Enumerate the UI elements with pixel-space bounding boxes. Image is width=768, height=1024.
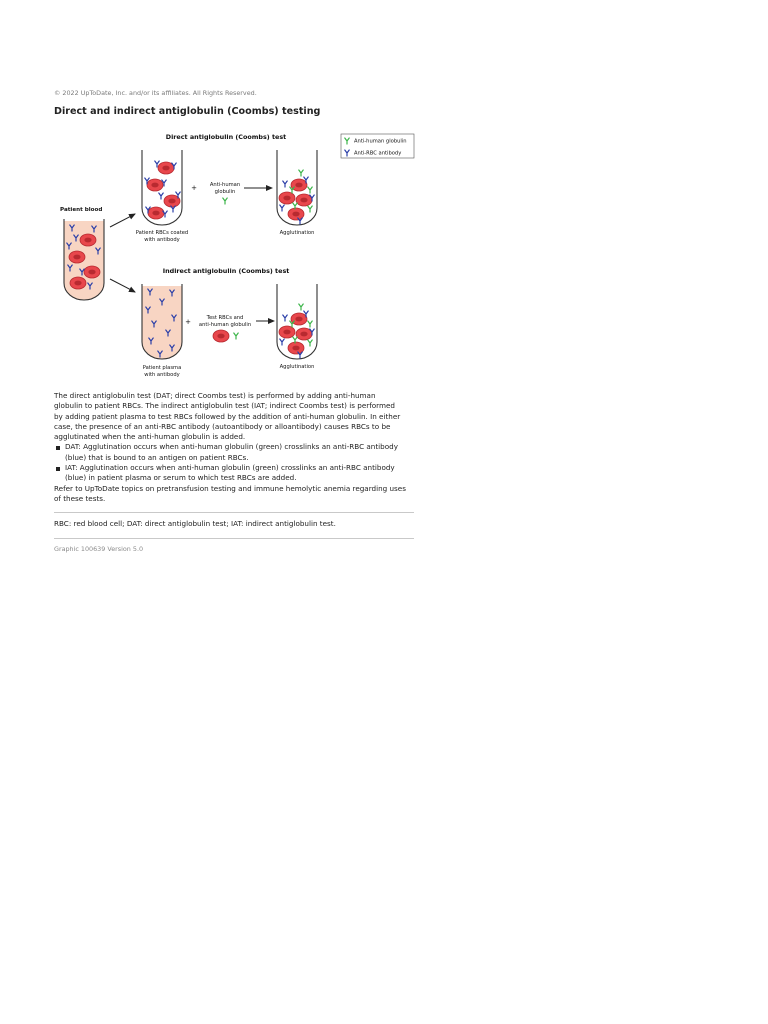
patient-blood-tube: [64, 219, 104, 300]
legend: [341, 134, 414, 158]
graphic-version: Graphic 100639 Version 5.0: [54, 545, 144, 553]
agglutination-label-1: Agglutination: [279, 230, 315, 236]
direct-reagent-2: globulin: [214, 189, 236, 195]
divider: [54, 512, 414, 513]
divider: [54, 538, 414, 539]
direct-tube-caption-2: with antibody: [144, 237, 180, 243]
patient-blood-label: Patient blood: [60, 207, 103, 213]
indirect-plus: +: [185, 318, 191, 326]
description-paragraph-1: The direct antiglobulin test (DAT; direct Coombs test) is performed by adding anti-human globulin to patient RBCs. The indirect antiglobulin test (IAT; indirect Coombs test) is performed by adding patient plasma to test RBCs followed by the addition of anti-human globulin. In either case, the presence of an anti-RBC antibody (autoantibody or alloantibody) causes RBCs to be agglutinated when the anti-human globulin is added.: [54, 391, 401, 442]
direct-reagent-1: Anti-human: [209, 182, 241, 188]
description-paragraph-2: Refer to UpToDate topics on pretransfusion testing and immune hemolytic anemia regarding uses of these tests.: [54, 483, 406, 503]
bullet-item-iat: [54, 463, 406, 484]
direct-tube-caption-1: Patient RBCs coated: [135, 230, 189, 236]
legend-anti-rbc: Anti-RBC antibody: [354, 150, 402, 157]
direct-plus: +: [191, 184, 197, 192]
agglutination-label-2: Agglutination: [279, 364, 315, 370]
square-bullet-icon: [56, 467, 60, 471]
indirect-test-title: Indirect antiglobulin (Coombs) test: [162, 267, 290, 275]
description-bullets: [54, 442, 406, 483]
page-title: Direct and indirect antiglobulin (Coombs) testing: [54, 106, 321, 117]
indirect-tube-caption-1: Patient plasma: [142, 365, 182, 371]
bullet-item-dat: [54, 442, 406, 463]
indirect-agglutination-tube: [277, 284, 317, 359]
direct-agglutination-tube: [277, 150, 317, 225]
copyright-notice: © 2022 UpToDate, Inc. and/or its affiliates. All Rights Reserved.: [54, 89, 257, 97]
direct-test-title: Direct antiglobulin (Coombs) test: [165, 133, 287, 141]
coombs-figure: [54, 126, 416, 382]
figure-description: [54, 391, 406, 504]
abbreviations-footnote: RBC: red blood cell; DAT: direct antiglobulin test; IAT: indirect antiglobulin test.: [54, 519, 336, 528]
bullet-text: IAT: Agglutination occurs when anti-human globulin (green) crosslinks an anti-RBC antibody (blue) in patient plasma or serum to which test RBCs are added.: [65, 463, 395, 483]
indirect-tube-caption-2: with antibody: [144, 372, 180, 378]
direct-patient-rbc-tube: [142, 150, 182, 225]
indirect-reagent-2: anti-human globulin: [198, 322, 252, 328]
square-bullet-icon: [56, 446, 60, 450]
bullet-text: DAT: Agglutination occurs when anti-human globulin (green) crosslinks an anti-RBC antibody (blue) that is bound to an antigen on patient RBCs.: [65, 442, 398, 462]
legend-anti-human: Anti-human globulin: [354, 138, 407, 145]
indirect-patient-plasma-tube: [142, 284, 182, 359]
indirect-reagent-1: Test RBCs and: [206, 315, 244, 321]
